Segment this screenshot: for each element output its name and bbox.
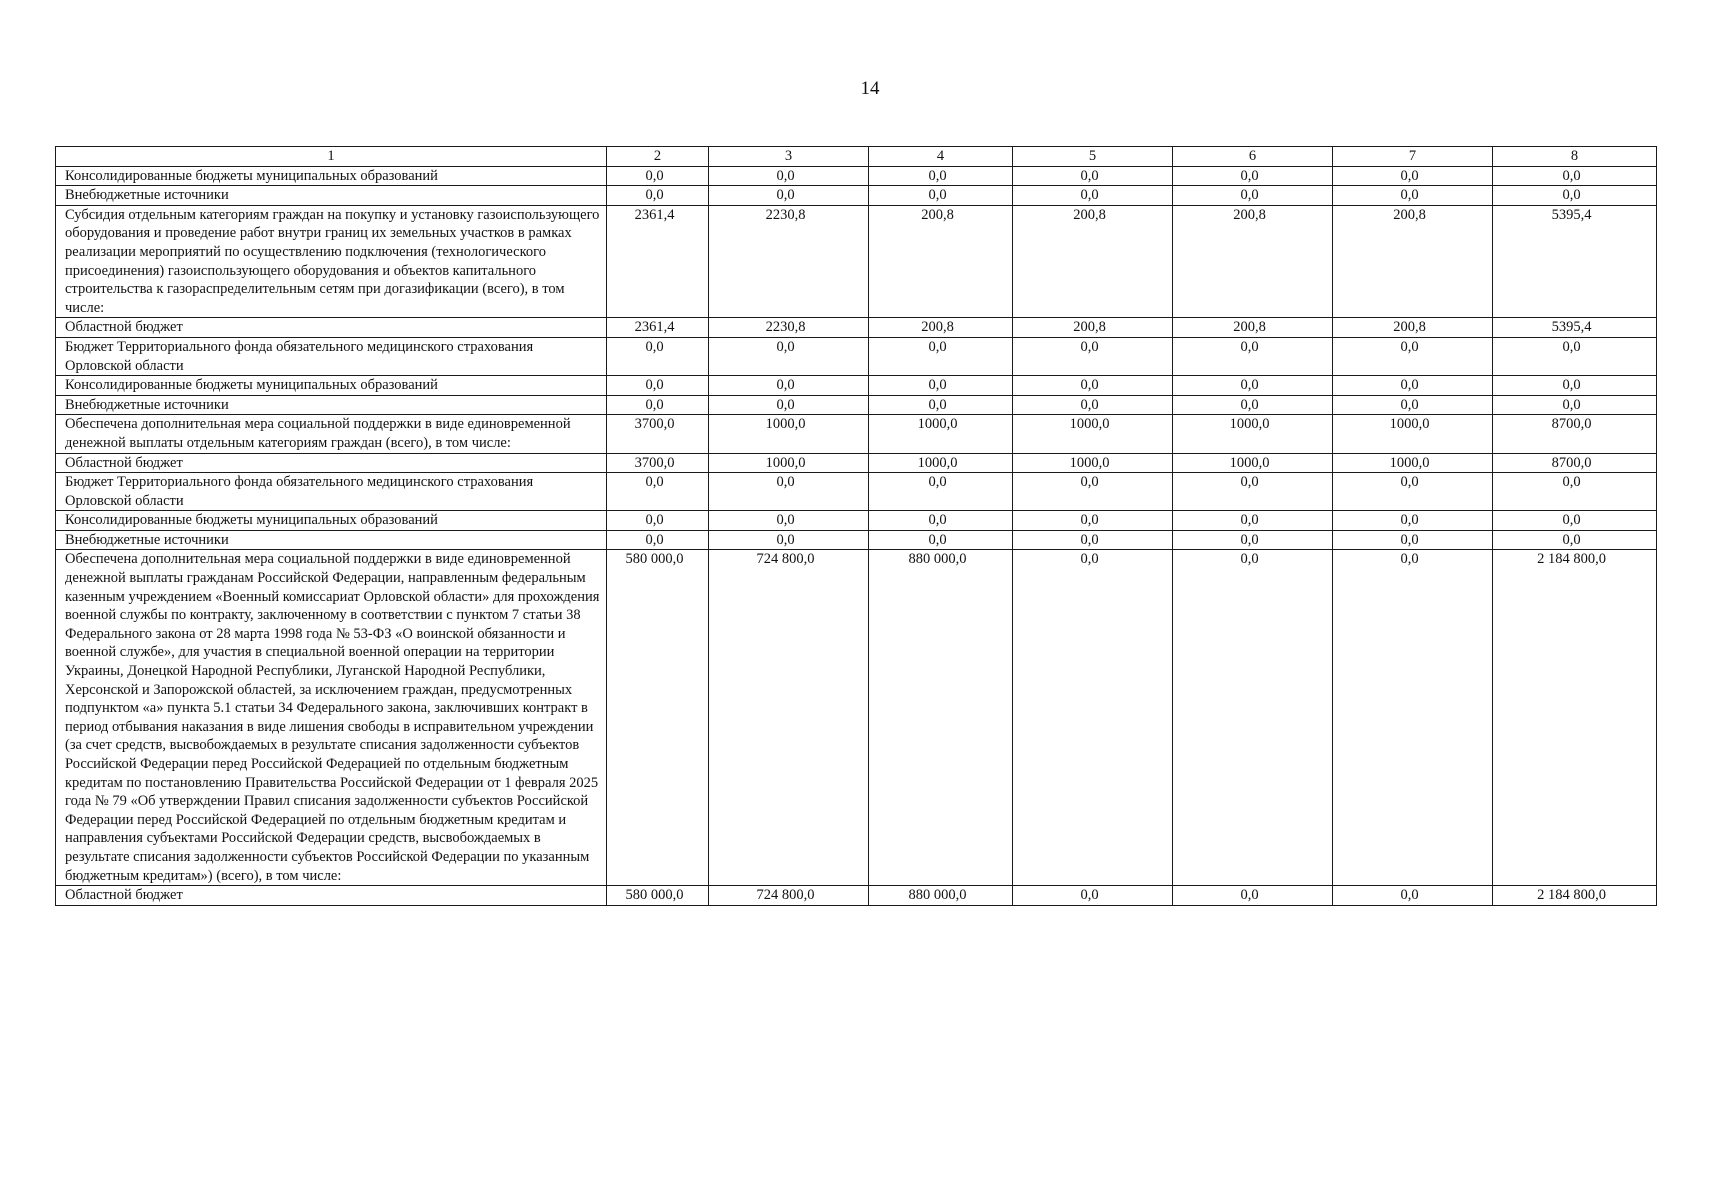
value-cell: 0,0: [1333, 337, 1493, 375]
value-cell: 0,0: [607, 166, 709, 186]
value-cell: 0,0: [1013, 186, 1173, 206]
table-row: [56, 318, 1657, 338]
value-cell: 0,0: [1333, 550, 1493, 886]
value-cell: 0,0: [1493, 530, 1657, 550]
column-header: 4: [869, 147, 1013, 167]
value-cell: 1000,0: [709, 453, 869, 473]
row-label: Консолидированные бюджеты муниципальных образований: [56, 166, 607, 186]
value-cell: 0,0: [869, 511, 1013, 531]
column-header: 2: [607, 147, 709, 167]
value-cell: 0,0: [1333, 395, 1493, 415]
value-cell: 0,0: [869, 530, 1013, 550]
value-cell: 0,0: [1493, 186, 1657, 206]
value-cell: 0,0: [1013, 166, 1173, 186]
value-cell: 0,0: [1013, 395, 1173, 415]
value-cell: 0,0: [1493, 376, 1657, 396]
value-cell: 200,8: [1173, 318, 1333, 338]
value-cell: 2 184 800,0: [1493, 550, 1657, 886]
value-cell: 0,0: [709, 530, 869, 550]
table-row: [56, 415, 1657, 453]
table-row: [56, 550, 1657, 886]
value-cell: 3700,0: [607, 453, 709, 473]
value-cell: 200,8: [869, 205, 1013, 318]
value-cell: 8700,0: [1493, 453, 1657, 473]
column-header: 3: [709, 147, 869, 167]
value-cell: 0,0: [1333, 376, 1493, 396]
value-cell: 0,0: [1173, 337, 1333, 375]
value-cell: 0,0: [607, 186, 709, 206]
table-row: [56, 337, 1657, 375]
table-row: [56, 186, 1657, 206]
value-cell: 0,0: [869, 473, 1013, 511]
value-cell: 724 800,0: [709, 886, 869, 906]
column-header: 7: [1333, 147, 1493, 167]
row-label: Бюджет Территориального фонда обязательного медицинского страхования Орловской области: [56, 337, 607, 375]
value-cell: 1000,0: [709, 415, 869, 453]
value-cell: 0,0: [607, 395, 709, 415]
table-row: [56, 205, 1657, 318]
value-cell: 8700,0: [1493, 415, 1657, 453]
value-cell: 0,0: [1493, 337, 1657, 375]
value-cell: 0,0: [1173, 886, 1333, 906]
value-cell: 0,0: [709, 473, 869, 511]
table-body: [56, 166, 1657, 905]
column-header: 8: [1493, 147, 1657, 167]
value-cell: 2230,8: [709, 318, 869, 338]
column-header: 6: [1173, 147, 1333, 167]
value-cell: 880 000,0: [869, 550, 1013, 886]
table-row: [56, 453, 1657, 473]
value-cell: 0,0: [1173, 166, 1333, 186]
row-label: Обеспечена дополнительная мера социальной поддержки в виде единовременной денежной выплаты отдельным категориям граждан (всего), в том числе:: [56, 415, 607, 453]
value-cell: 0,0: [1173, 186, 1333, 206]
budget-table: [55, 146, 1657, 906]
page-number: 14: [860, 78, 880, 99]
value-cell: 1000,0: [1173, 453, 1333, 473]
value-cell: 0,0: [607, 376, 709, 396]
value-cell: 0,0: [1173, 511, 1333, 531]
value-cell: 3700,0: [607, 415, 709, 453]
row-label: Бюджет Территориального фонда обязательного медицинского страхования Орловской области: [56, 473, 607, 511]
value-cell: 0,0: [607, 511, 709, 531]
value-cell: 1000,0: [1333, 415, 1493, 453]
table-row: [56, 395, 1657, 415]
value-cell: 1000,0: [1013, 415, 1173, 453]
value-cell: 580 000,0: [607, 886, 709, 906]
value-cell: 0,0: [869, 337, 1013, 375]
value-cell: 0,0: [1493, 395, 1657, 415]
value-cell: 0,0: [709, 166, 869, 186]
value-cell: 0,0: [1013, 550, 1173, 886]
value-cell: 200,8: [1013, 205, 1173, 318]
value-cell: 0,0: [709, 376, 869, 396]
value-cell: 0,0: [1493, 473, 1657, 511]
value-cell: 0,0: [869, 166, 1013, 186]
value-cell: 0,0: [709, 337, 869, 375]
value-cell: 1000,0: [869, 453, 1013, 473]
column-header: 1: [56, 147, 607, 167]
value-cell: 200,8: [1013, 318, 1173, 338]
value-cell: 0,0: [1173, 550, 1333, 886]
table-row: [56, 511, 1657, 531]
value-cell: 2230,8: [709, 205, 869, 318]
value-cell: 0,0: [1013, 511, 1173, 531]
table-row: [56, 886, 1657, 906]
value-cell: 0,0: [1333, 511, 1493, 531]
row-label: Консолидированные бюджеты муниципальных образований: [56, 511, 607, 531]
value-cell: 0,0: [607, 337, 709, 375]
value-cell: 0,0: [607, 473, 709, 511]
value-cell: 2361,4: [607, 205, 709, 318]
value-cell: 0,0: [1013, 530, 1173, 550]
value-cell: 0,0: [869, 376, 1013, 396]
value-cell: 0,0: [1173, 473, 1333, 511]
row-label: Консолидированные бюджеты муниципальных образований: [56, 376, 607, 396]
value-cell: 0,0: [1013, 376, 1173, 396]
value-cell: 2361,4: [607, 318, 709, 338]
row-label: Внебюджетные источники: [56, 395, 607, 415]
value-cell: 0,0: [1173, 530, 1333, 550]
value-cell: 1000,0: [1013, 453, 1173, 473]
value-cell: 724 800,0: [709, 550, 869, 886]
value-cell: 880 000,0: [869, 886, 1013, 906]
value-cell: 0,0: [1333, 166, 1493, 186]
value-cell: 0,0: [1013, 337, 1173, 375]
value-cell: 0,0: [1333, 473, 1493, 511]
value-cell: 0,0: [709, 395, 869, 415]
table-row: [56, 376, 1657, 396]
column-header: 5: [1013, 147, 1173, 167]
value-cell: 200,8: [1333, 205, 1493, 318]
value-cell: 0,0: [1493, 511, 1657, 531]
row-label: Областной бюджет: [56, 453, 607, 473]
row-label: Обеспечена дополнительная мера социальной поддержки в виде единовременной денежной выплаты гражданам Российской Федерации, направленным федеральным казенным учреждением «Военный комиссариат Орловской области» для прохождения военной службы по контракту, заключенному в соответствии с пунктом 7 статьи 38 Федерального закона от 28 марта 1998 года № 53-ФЗ «О воинской обязанности и военной службе», для участия в специальной военной операции на территории Украины, Донецкой Народной Республики, Луганской Народной Республики, Херсонской и Запорожской областей, за исключением граждан, предусмотренных подпунктом «а» пункта 5.1 статьи 34 Федерального закона, заключивших контракт в период отбывания наказания в виде лишения свободы в исправительном учреждении (за счет средств, высвобождаемых в результате списания задолженности субъектов Российской Федерации перед Российской Федерацией по отдельным бюджетным кредитам по постановлению Правительства Российской Федерации от 1 февраля 2025 года № 79 «Об утверждении Правил списания задолженности субъектов Российской Федерации перед Российской Федерацией по отдельным бюджетным кредитам и направления субъектами Российской Федерации средств, высвобождаемых в результате списания задолженности субъектов Российской Федерации по указанным бюджетным кредитам») (всего), в том числе:: [56, 550, 607, 886]
value-cell: 0,0: [1173, 395, 1333, 415]
value-cell: 200,8: [1333, 318, 1493, 338]
value-cell: 0,0: [1013, 473, 1173, 511]
value-cell: 0,0: [709, 511, 869, 531]
value-cell: 1000,0: [1173, 415, 1333, 453]
value-cell: 200,8: [869, 318, 1013, 338]
table-row: [56, 166, 1657, 186]
value-cell: 0,0: [1493, 166, 1657, 186]
value-cell: 0,0: [1333, 186, 1493, 206]
value-cell: 0,0: [869, 186, 1013, 206]
row-label: Субсидия отдельным категориям граждан на покупку и установку газоиспользующего оборудования и проведение работ внутри границ их земельных участков в рамках реализации мероприятий по осуществлению подключения (технологического присоединения) газоиспользующего оборудования и объектов капитального строительства к газораспределительным сетям при догазификации (всего), в том числе:: [56, 205, 607, 318]
row-label: Внебюджетные источники: [56, 186, 607, 206]
value-cell: 0,0: [869, 395, 1013, 415]
value-cell: 0,0: [1173, 376, 1333, 396]
row-label: Внебюджетные источники: [56, 530, 607, 550]
value-cell: 0,0: [1013, 886, 1173, 906]
value-cell: 200,8: [1173, 205, 1333, 318]
value-cell: 0,0: [1333, 530, 1493, 550]
value-cell: 580 000,0: [607, 550, 709, 886]
value-cell: 0,0: [1333, 886, 1493, 906]
row-label: Областной бюджет: [56, 886, 607, 906]
value-cell: 1000,0: [1333, 453, 1493, 473]
value-cell: 1000,0: [869, 415, 1013, 453]
value-cell: 5395,4: [1493, 318, 1657, 338]
value-cell: 0,0: [607, 530, 709, 550]
table-row: [56, 530, 1657, 550]
value-cell: 0,0: [709, 186, 869, 206]
value-cell: 5395,4: [1493, 205, 1657, 318]
header-row: [56, 147, 1657, 167]
table-row: [56, 473, 1657, 511]
value-cell: 2 184 800,0: [1493, 886, 1657, 906]
row-label: Областной бюджет: [56, 318, 607, 338]
